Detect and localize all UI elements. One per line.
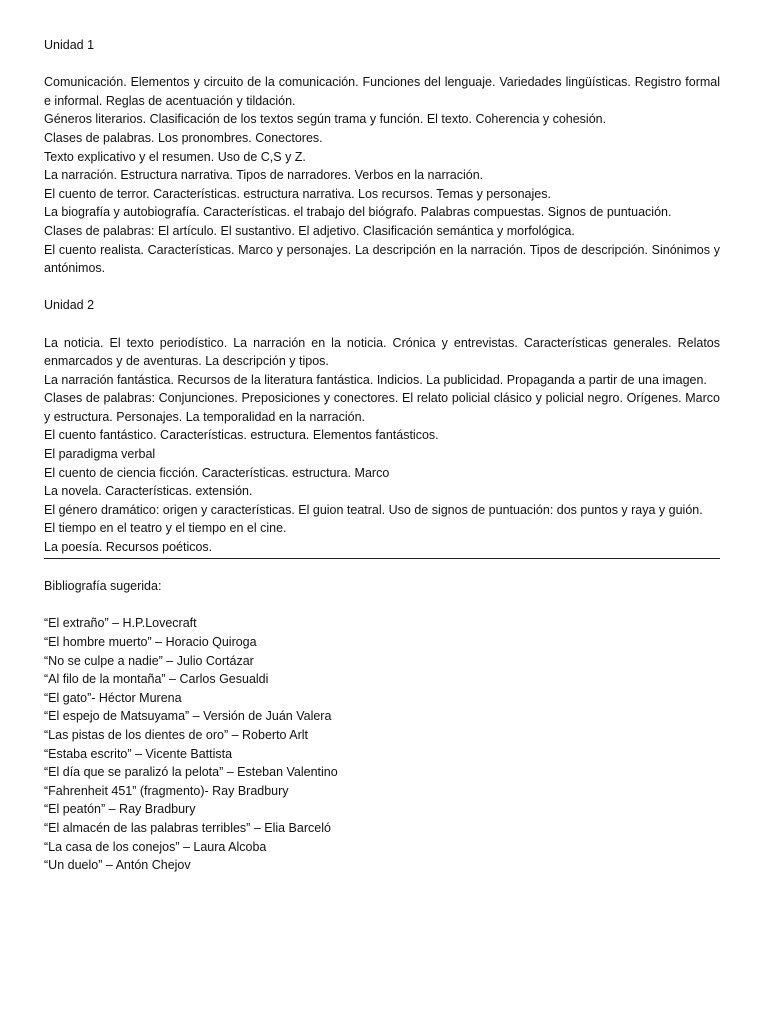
bibliography-item: “Un duelo” – Antón Chejov [44, 858, 191, 873]
unit-2-topic: La poesía. Recursos poéticos. [44, 540, 213, 555]
spacer [44, 559, 720, 578]
unit-2-topic: La noticia. El texto periodístico. La narración en la noticia. Crónica y entrevistas. Características generales. Relatos enmarcados y de aventuras. La descripción y tipos. [44, 335, 720, 369]
unit-2-topic: El cuento de ciencia ficción. Características. estructura. Marco [44, 465, 390, 480]
document-page [44, 36, 720, 875]
bibliography-item: “El extraño” – H.P.Lovecraft [44, 616, 197, 631]
unit-1-topic: Clases de palabras. Los pronombres. Conectores. [44, 130, 323, 145]
unit-2-topic: El paradigma verbal [44, 447, 156, 462]
bibliography-item: “Estaba escrito” – Vicente Battista [44, 746, 233, 761]
unit-2-title: Unidad 2 [44, 298, 95, 313]
bibliography-item: “Al filo de la montaña” – Carlos Gesualdi [44, 672, 269, 687]
unit-1-topic: Géneros literarios. Clasificación de los textos según trama y función. El texto. Coherencia y cohesión. [44, 112, 607, 127]
unit-1-topics [44, 73, 720, 278]
unit-2-topic: La narración fantástica. Recursos de la literatura fantástica. Indicios. La publicidad. Propaganda a partir de una imagen. [44, 372, 707, 387]
bibliography-item: “No se culpe a nadie” – Julio Cortázar [44, 653, 254, 668]
unit-1-topic: Clases de palabras: El artículo. El sustantivo. El adjetivo. Clasificación semántica y morfológica. [44, 223, 575, 238]
bibliography-item: “El peatón” – Ray Bradbury [44, 802, 196, 817]
bibliography-list [44, 614, 720, 874]
unit-1-topic: La narración. Estructura narrativa. Tipos de narradores. Verbos en la narración. [44, 168, 484, 183]
bibliography-item: “El hombre muerto” – Horacio Quiroga [44, 635, 257, 649]
bibliography-title: Bibliografía sugerida: [44, 579, 162, 594]
spacer [44, 596, 720, 615]
bibliography-item: “Fahrenheit 451” (fragmento)- Ray Bradbury [44, 783, 289, 798]
spacer [44, 315, 720, 334]
unit-1-topic: El cuento de terror. Características. estructura narrativa. Los recursos. Temas y personajes. [44, 186, 551, 201]
unit-1-topic: El cuento realista. Características. Marco y personajes. La descripción en la narración. Tipos de descripción. Sinónimos y antónimos. [44, 242, 720, 276]
bibliography-item: “El día que se paralizó la pelota” – Esteban Valentino [44, 765, 338, 780]
unit-2-topic: El tiempo en el teatro y el tiempo en el cine. [44, 521, 287, 536]
unit-2-topic: La novela. Características. extensión. [44, 484, 253, 499]
unit-1-topic: La biografía y autobiografía. Características. el trabajo del biógrafo. Palabras compuestas. Signos de puntuación. [44, 205, 672, 220]
unit-2-topic: Clases de palabras: Conjunciones. Preposiciones y conectores. El relato policial clásico y policial negro. Orígenes. Marco y estructura. Personajes. La temporalidad en la narración. [44, 391, 720, 424]
unit-2-topics [44, 334, 720, 557]
unit-1-topic: Texto explicativo y el resumen. Uso de C,S y Z. [44, 149, 306, 164]
unit-2-topic: El cuento fantástico. Características. estructura. Elementos fantásticos. [44, 428, 439, 443]
bibliography-item: “La casa de los conejos” – Laura Alcoba [44, 839, 267, 854]
unit-2-topic: El género dramático: origen y características. El guion teatral. Uso de signos de puntuación: dos puntos y raya y guión. [44, 502, 703, 517]
bibliography-item: “El espejo de Matsuyama” – Versión de Juán Valera [44, 709, 332, 724]
bibliography-item: “El almacén de las palabras terribles” – Elia Barceló [44, 820, 331, 835]
spacer [44, 278, 720, 297]
unit-1-topic: Comunicación. Elementos y circuito de la comunicación. Funciones del lenguaje. Variedades lingüísticas. Registro formal e informal. Reglas de acentuación y tildación. [44, 75, 720, 108]
bibliography-item: “Las pistas de los dientes de oro” – Roberto Arlt [44, 727, 309, 742]
bibliography-item: “El gato”- Héctor Murena [44, 690, 182, 705]
spacer [44, 55, 720, 74]
unit-1-title: Unidad 1 [44, 38, 95, 52]
